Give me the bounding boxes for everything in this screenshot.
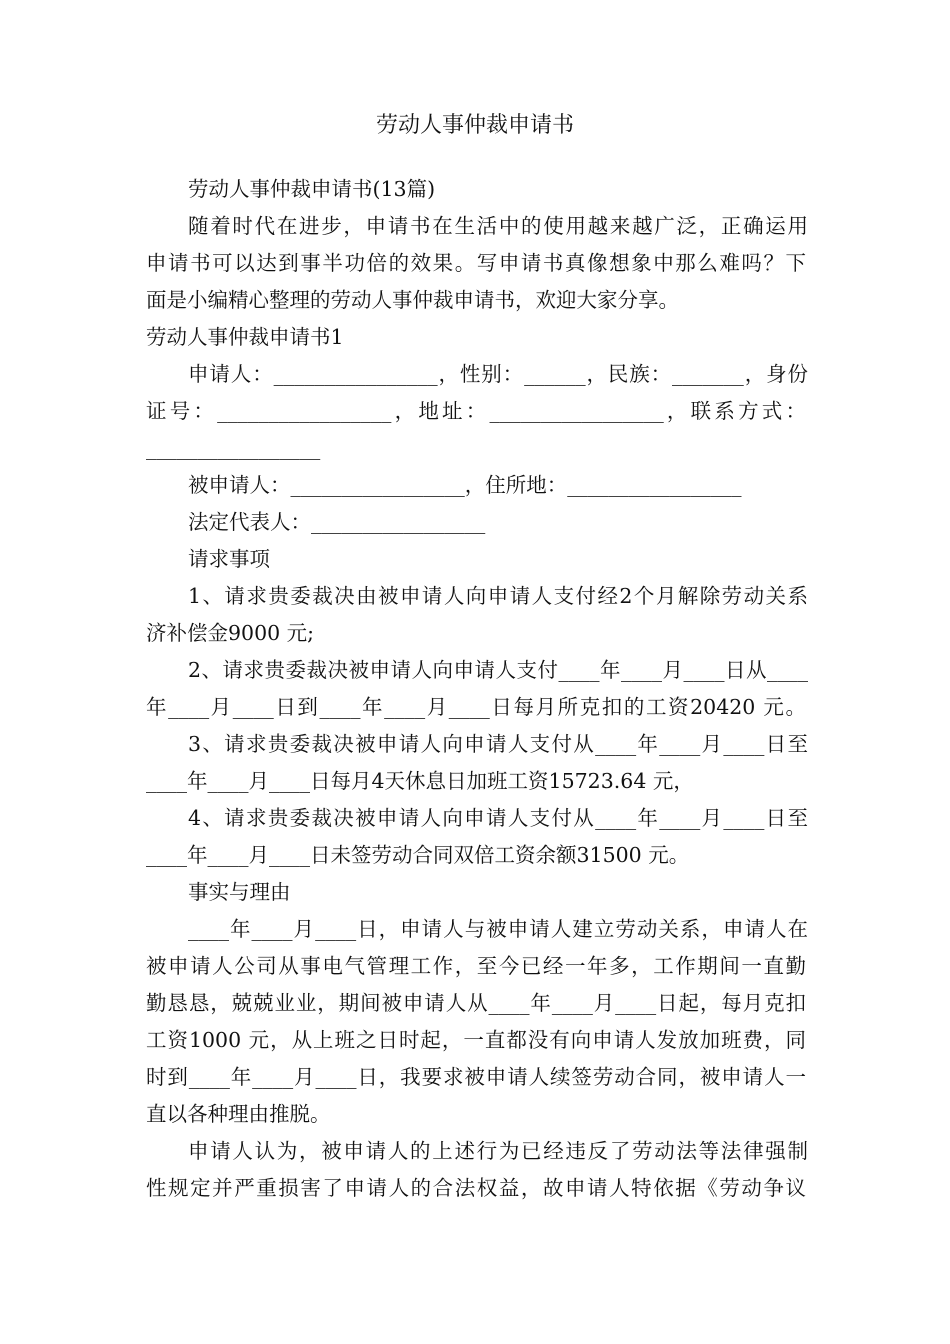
paragraph-line: 面是小编精心整理的劳动人事仲裁申请书，欢迎大家分享。	[146, 288, 679, 312]
facts-line: 申请人认为，被申请人的上述行为已经违反了劳动法等法律强制	[188, 1139, 808, 1163]
request-line: 1、请求贵委裁决由被申请人向申请人支付经2个月解除劳动关系	[188, 584, 808, 608]
request-line: 3、请求贵委裁决被申请人向申请人支付从____年____月____日至	[188, 732, 808, 756]
section-heading-requests: 请求事项	[188, 547, 270, 571]
form-line-id: 证号：_________________，地址：_________________，联系方式：	[146, 399, 806, 423]
form-line-contact: _________________	[146, 436, 321, 460]
facts-line: 时到____年____月____日，我要求被申请人续签劳动合同，被申请人一	[146, 1065, 806, 1089]
facts-line: 勤恳恳，兢兢业业，期间被申请人从____年____月____日起，每月克扣	[146, 991, 806, 1015]
request-line: 济补偿金9000 元;	[146, 621, 315, 645]
subtitle-line: 劳动人事仲裁申请书(13篇)	[188, 177, 436, 201]
request-line: ____年____月____日每月4天休息日加班工资15723.64 元，	[146, 769, 694, 793]
form-line-respondent: 被申请人：_________________，住所地：_________________	[188, 473, 742, 497]
facts-line: 直以各种理由推脱。	[146, 1102, 331, 1126]
document-title: 劳动人事仲裁申请书	[375, 113, 574, 138]
facts-line: 性规定并严重损害了申请人的合法权益，故申请人特依据《劳动争议	[146, 1176, 806, 1200]
form-line-applicant: 申请人：________________，性别：______，民族：_______，身份	[188, 362, 808, 386]
request-line: 2、请求贵委裁决被申请人向申请人支付____年____月____日从____	[188, 658, 808, 682]
request-line: ____年____月____日未签劳动合同双倍工资余额31500 元。	[146, 843, 690, 867]
section-heading-facts: 事实与理由	[188, 880, 291, 904]
facts-line: 被申请人公司从事电气管理工作，至今已经一年多，工作期间一直勤	[146, 954, 806, 978]
section-heading: 劳动人事仲裁申请书1	[146, 325, 344, 349]
form-line-legal-rep: 法定代表人：_________________	[188, 510, 486, 534]
paragraph-line: 随着时代在进步，申请书在生活中的使用越来越广泛，正确运用	[188, 214, 808, 238]
request-line: 4、请求贵委裁决被申请人向申请人支付从____年____月____日至	[188, 806, 808, 830]
request-line: 年____月____日到____年____月____日每月所克扣的工资20420 元。	[146, 695, 806, 719]
paragraph-line: 申请书可以达到事半功倍的效果。写申请书真像想象中那么难吗？下	[146, 251, 806, 275]
facts-line: 工资1000 元，从上班之日时起，一直都没有向申请人发放加班费，同	[146, 1028, 806, 1052]
facts-line: ____年____月____日，申请人与被申请人建立劳动关系，申请人在	[188, 917, 808, 941]
